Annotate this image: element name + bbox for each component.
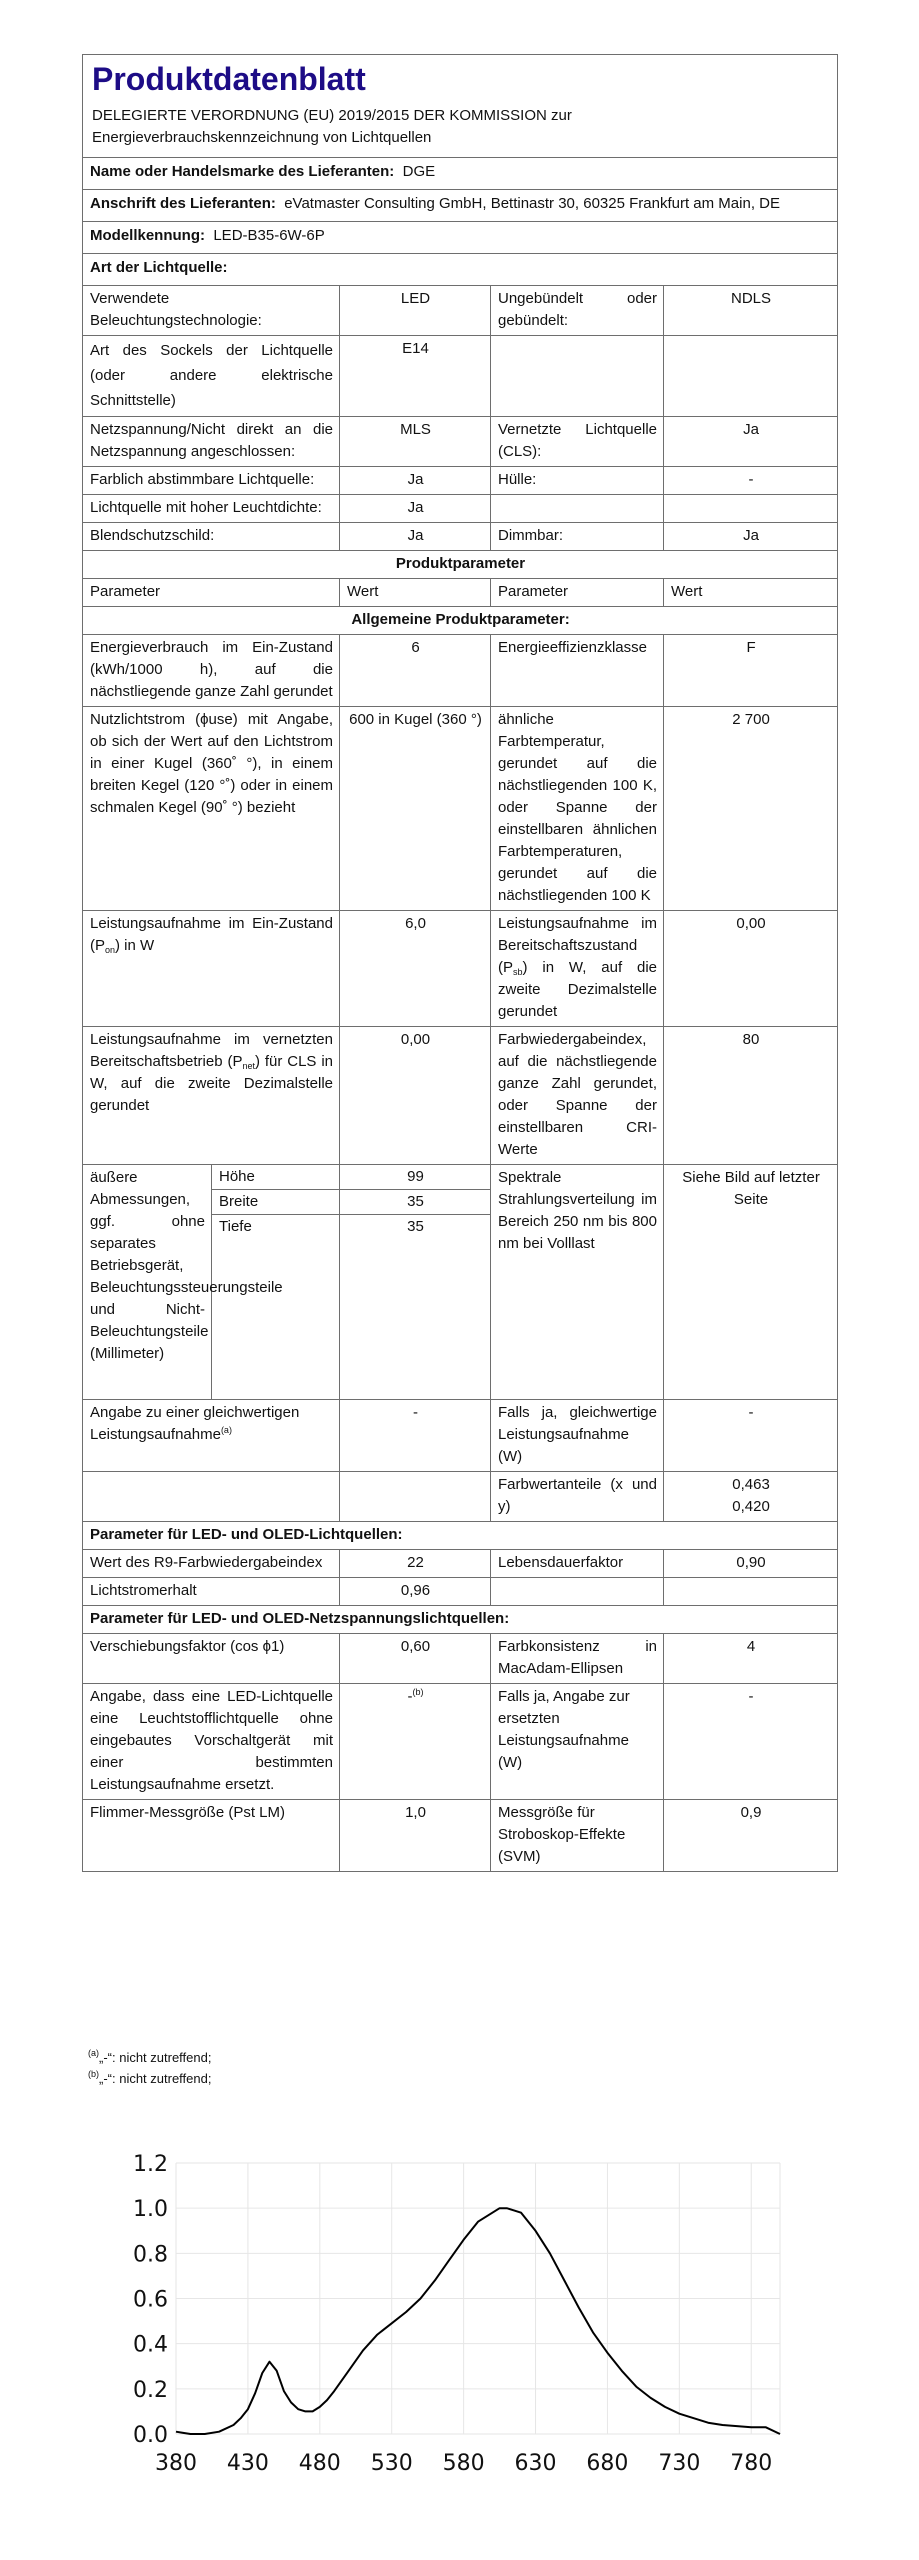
param-label — [491, 336, 664, 417]
title-row — [83, 55, 838, 158]
product-parameters-heading-row — [83, 551, 838, 579]
useful-flux-label: Nutzlichtstrom (ϕuse) mit Angabe, ob sich der Wert auf den Lichtstrom in einer Kugel (360˚ °), in einem breiten Kegel (120 °˚) oder in einem schmalen Kegel (90˚ °) bezieht — [83, 707, 340, 911]
general-parameters-heading-row — [83, 607, 838, 635]
table-row — [83, 1550, 838, 1578]
x-tick-label: 680 — [586, 2451, 629, 2476]
light-source-type-heading: Art der Lichtquelle: — [83, 254, 838, 286]
led-parameters-heading: Parameter für LED- und OLED-Lichtquellen: — [83, 1522, 838, 1550]
x-tick-label: 630 — [514, 2451, 557, 2476]
table-row — [83, 1027, 838, 1165]
displacement-factor-value: 0,60 — [340, 1634, 491, 1684]
param-label: Vernetzte Lichtquelle (CLS): — [491, 417, 664, 467]
table-row — [83, 911, 838, 1027]
mains-parameters-heading-row — [83, 1606, 838, 1634]
y-tick-label: 1.0 — [133, 2197, 168, 2223]
param-label: Lichtquelle mit hoher Leuchtdichte: — [83, 495, 340, 523]
param-value: MLS — [340, 417, 491, 467]
fluorescent-replacement-label: Angabe, dass eine LED-Lichtquelle eine Leuchtstofflichtquelle ohne eingebautes Vorschaltgerät mit einer bestimmten Leistungsaufnahme ersetzt. — [83, 1684, 340, 1800]
column-header-row — [83, 579, 838, 607]
spd-value: Siehe Bild auf letzter Seite — [664, 1165, 838, 1400]
replaced-power-value: - — [664, 1684, 838, 1800]
supplier-name-label: Name oder Handelsmarke des Lieferanten: — [90, 163, 395, 180]
param-value: Ja — [340, 495, 491, 523]
table-row — [83, 1165, 838, 1190]
cct-value: 2 700 — [664, 707, 838, 911]
param-label — [491, 495, 664, 523]
regulation-line-2: Energieverbrauchskennzeichnung von Lichtquellen — [92, 129, 432, 146]
survival-factor-label: Lebensdauerfaktor — [491, 1550, 664, 1578]
param-value — [664, 336, 838, 417]
table-row — [83, 1472, 838, 1522]
y-tick-label: 0.0 — [133, 2423, 168, 2448]
light-source-type-heading-row — [83, 254, 838, 286]
y-tick-label: 0.2 — [133, 2377, 168, 2403]
cri-value: 80 — [664, 1027, 838, 1165]
equivalent-power-value: - — [340, 1400, 491, 1472]
param-label: Dimmbar: — [491, 523, 664, 551]
x-tick-label: 580 — [442, 2451, 485, 2476]
dimension-value: 35 — [340, 1215, 491, 1400]
table-row — [83, 1684, 838, 1800]
r9-label: Wert des R9-Farbwiedergabeindex — [83, 1550, 340, 1578]
table-row — [83, 417, 838, 467]
table-row — [83, 707, 838, 911]
x-tick-label: 480 — [298, 2451, 341, 2476]
param-label: Farblich abstimmbare Lichtquelle: — [83, 467, 340, 495]
p-on-value: 6,0 — [340, 911, 491, 1027]
chromaticity-y: 0,420 — [732, 1498, 770, 1515]
footnotes — [88, 2047, 211, 2089]
energy-consumption-value: 6 — [340, 635, 491, 707]
general-parameters-heading: Allgemeine Produktparameter: — [83, 607, 838, 635]
cri-label: Farbwiedergabeindex, auf die nächstliegende ganze Zahl gerundet, oder Spanne der einstellbaren CRI-Werte — [491, 1027, 664, 1165]
table-row — [83, 336, 838, 417]
table-row — [83, 1634, 838, 1684]
spectral-distribution-chart — [100, 2140, 800, 2480]
svm-label: Messgröße für Stroboskop-Effekte (SVM) — [491, 1800, 664, 1872]
datasheet-table — [82, 54, 838, 1872]
param-value: Ja — [340, 523, 491, 551]
param-value: LED — [340, 286, 491, 336]
param-value: E14 — [340, 336, 491, 417]
table-row — [83, 467, 838, 495]
product-datasheet — [82, 54, 837, 1872]
regulation-line-1: DELEGIERTE VERORDNUNG (EU) 2019/2015 DER KOMMISSION zur — [92, 107, 572, 124]
column-header-value: Wert — [340, 579, 491, 607]
energy-class-label: Energieeffizienzklasse — [491, 635, 664, 707]
spd-label: Spektrale Strahlungsverteilung im Bereich 250 nm bis 800 nm bei Volllast — [491, 1165, 664, 1400]
y-tick-label: 0.4 — [133, 2332, 168, 2358]
table-row — [83, 635, 838, 707]
chromaticity-label: Farbwertanteile (x und y) — [491, 1472, 664, 1522]
p-net-label: Leistungsaufnahme im vernetzten Bereitschaftsbetrieb $(P_{net})$ für CLS in W, auf die zweite Dezimalstelle gerundet — [83, 1027, 340, 1165]
y-axis-ticks — [133, 2152, 168, 2448]
replaced-power-label: Falls ja, Angabe zur ersetzten Leistungsaufnahme (W) — [491, 1684, 664, 1800]
table-row — [83, 286, 838, 336]
footnote-a: $^{(a)}$„-“: nicht zutreffend; — [88, 2048, 212, 2065]
dimension-name: Höhe — [212, 1165, 340, 1190]
r9-value: 22 — [340, 1550, 491, 1578]
flicker-value: 1,0 — [340, 1800, 491, 1872]
param-value: Ja — [340, 467, 491, 495]
param-label: Hülle: — [491, 467, 664, 495]
supplier-address-value: eVatmaster Consulting GmbH, Bettinastr 30, 60325 Frankfurt am Main, DE — [284, 195, 780, 212]
param-label: Ungebündelt oder gebündelt: — [491, 286, 664, 336]
survival-factor-value: 0,90 — [664, 1550, 838, 1578]
table-row — [83, 1400, 838, 1472]
svm-value: 0,9 — [664, 1800, 838, 1872]
dimension-value: 35 — [340, 1190, 491, 1215]
energy-consumption-label: Energieverbrauch im Ein-Zustand (kWh/1000 h), auf die nächstliegende ganze Zahl gerundet — [83, 635, 340, 707]
column-header-parameter: Parameter — [491, 579, 664, 607]
useful-flux-value: 600 in Kugel (360 °) — [340, 707, 491, 911]
param-label: Blendschutzschild: — [83, 523, 340, 551]
supplier-name-value: DGE — [402, 163, 436, 180]
equivalent-power-w-value: - — [664, 1400, 838, 1472]
table-row — [83, 1800, 838, 1872]
fluorescent-replacement-value: -$^{(b)}$ — [340, 1684, 491, 1800]
dimensions-label: äußere Abmessungen, ggf. ohne separates Betriebsgerät, Beleuchtungssteuerungsteile und Nicht-Beleuchtungsteile (Millimeter) — [83, 1165, 212, 1400]
page-title: Produktdatenblatt — [92, 61, 366, 97]
led-parameters-heading-row — [83, 1522, 838, 1550]
param-value: Ja — [664, 523, 838, 551]
model-label: Modellkennung: — [90, 227, 205, 244]
dimension-value: 99 — [340, 1165, 491, 1190]
chart-grid — [176, 2163, 780, 2434]
param-label: Art des Sockels der Lichtquelle (oder andere elektrische Schnittstelle) — [83, 336, 340, 417]
equivalent-power-w-label: Falls ja, gleichwertige Leistungsaufnahme (W) — [491, 1400, 664, 1472]
color-consistency-label: Farbkonsistenz in MacAdam-Ellipsen — [491, 1634, 664, 1684]
model-row — [83, 222, 838, 254]
param-label: Netzspannung/Nicht direkt an die Netzspannung angeschlossen: — [83, 417, 340, 467]
series-line — [176, 2208, 780, 2434]
y-tick-label: 1.2 — [133, 2152, 168, 2177]
p-sb-value: 0,00 — [664, 911, 838, 1027]
supplier-address-label: Anschrift des Lieferanten: — [90, 195, 276, 212]
lumen-maintenance-label: Lichtstromerhalt — [83, 1578, 340, 1606]
mains-parameters-heading: Parameter für LED- und OLED-Netzspannungslichtquellen: — [83, 1606, 838, 1634]
x-tick-label: 530 — [370, 2451, 413, 2476]
param-value: NDLS — [664, 286, 838, 336]
x-tick-label: 780 — [730, 2451, 773, 2476]
chart-series — [176, 2208, 780, 2434]
color-consistency-value: 4 — [664, 1634, 838, 1684]
x-tick-label: 430 — [226, 2451, 269, 2476]
displacement-factor-label: Verschiebungsfaktor (cos ϕ1) — [83, 1634, 340, 1684]
param-value — [664, 495, 838, 523]
energy-class-value: F — [664, 635, 838, 707]
x-tick-label: 380 — [155, 2451, 197, 2476]
equivalent-power-label: Angabe zu einer gleichwertigen Leistungsaufnahme$^{(a)}$ — [83, 1400, 340, 1472]
table-row — [83, 523, 838, 551]
dimension-name: Breite — [212, 1190, 340, 1215]
param-label: Verwendete Beleuchtungstechnologie: — [83, 286, 340, 336]
column-header-value: Wert — [664, 579, 838, 607]
table-row — [83, 495, 838, 523]
column-header-parameter: Parameter — [83, 579, 340, 607]
cct-label: ähnliche Farbtemperatur, gerundet auf die nächstliegenden 100 K, oder Spanne der einstellbaren ähnlichen Farbtemperaturen, gerundet auf die nächstliegenden 100 K — [491, 707, 664, 911]
param-value: - — [664, 467, 838, 495]
p-sb-label: Leistungsaufnahme im Bereitschaftszustand $(P_{sb})$ in W, auf die zweite Dezimalstelle gerundet — [491, 911, 664, 1027]
dimension-name: Tiefe — [212, 1215, 340, 1400]
supplier-name-row — [83, 158, 838, 190]
chromaticity-x: 0,463 — [732, 1476, 770, 1493]
y-tick-label: 0.8 — [133, 2242, 168, 2268]
p-net-value: 0,00 — [340, 1027, 491, 1165]
x-tick-label: 730 — [658, 2451, 701, 2476]
y-tick-label: 0.6 — [133, 2287, 168, 2313]
product-parameters-heading: Produktparameter — [83, 551, 838, 579]
p-on-label: Leistungsaufnahme im Ein-Zustand $(P_{on})$ in W — [83, 911, 340, 1027]
chromaticity-value — [664, 1472, 838, 1522]
model-value: LED-B35-6W-6P — [213, 227, 325, 244]
supplier-address-row — [83, 190, 838, 222]
param-value: Ja — [664, 417, 838, 467]
lumen-maintenance-value: 0,96 — [340, 1578, 491, 1606]
x-axis-ticks — [155, 2451, 772, 2476]
table-row — [83, 1578, 838, 1606]
footnote-b: $^{(b)}$„-“: nicht zutreffend; — [88, 2069, 212, 2086]
flicker-label: Flimmer-Messgröße (Pst LM) — [83, 1800, 340, 1872]
